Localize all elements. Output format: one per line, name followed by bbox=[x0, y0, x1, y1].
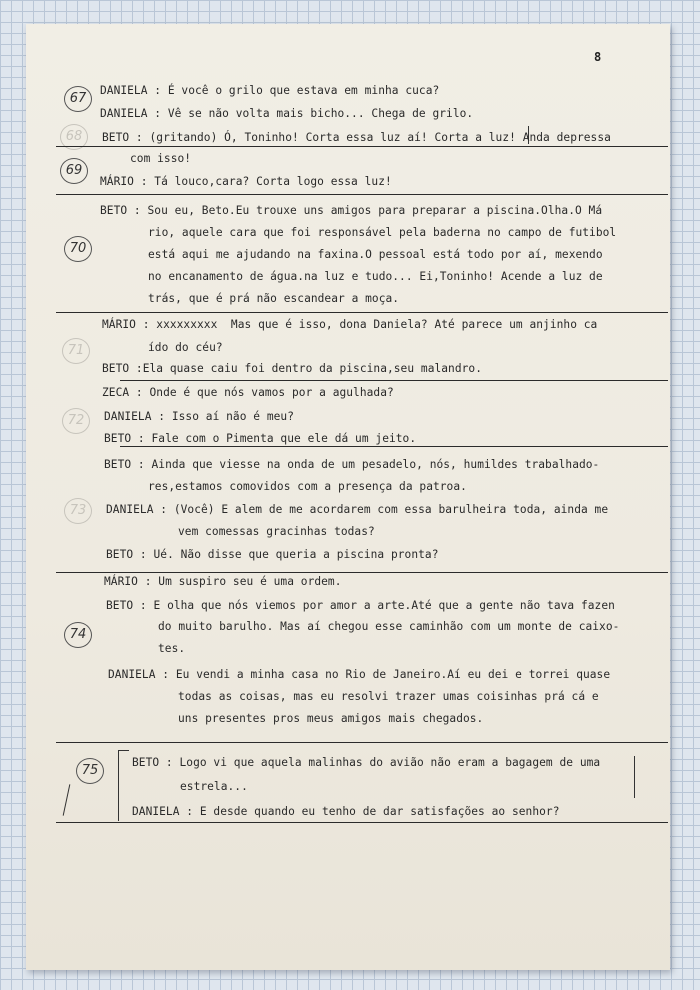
dialogue-line: tes. bbox=[158, 642, 186, 655]
page-number: 8 bbox=[594, 50, 602, 64]
typewritten-script-page bbox=[26, 24, 670, 970]
dialogue-line: BETO : (gritando) Ó, Toninho! Corta essa luz aí! Corta a luz! Anda depressa bbox=[102, 131, 611, 144]
dialogue-line: estrela... bbox=[180, 780, 248, 793]
scene-number-mark: 71 bbox=[62, 338, 90, 364]
section-rule bbox=[120, 446, 668, 447]
dialogue-line: DANIELA : Eu vendi a minha casa no Rio de Janeiro.Aí eu dei e torrei quase bbox=[108, 668, 611, 681]
section-rule bbox=[56, 312, 668, 313]
scene-number-mark: 73 bbox=[64, 498, 92, 524]
dialogue-line: DANIELA : Vê se não volta mais bicho... Chega de grilo. bbox=[100, 107, 474, 120]
scene-number-mark: 68 bbox=[60, 124, 88, 150]
scene-number-mark: 67 bbox=[64, 86, 92, 112]
scene-number-mark: 72 bbox=[62, 408, 90, 434]
dialogue-line: DANIELA : (Você) E alem de me acordarem com essa barulheira toda, ainda me bbox=[106, 503, 609, 516]
section-rule bbox=[56, 194, 668, 195]
dialogue-line: BETO : Fale com o Pimenta que ele dá um jeito. bbox=[104, 432, 417, 445]
scene-number-mark: 69 bbox=[60, 158, 88, 184]
dialogue-line: BETO : Ué. Não disse que queria a piscina pronta? bbox=[106, 548, 439, 561]
section-rule bbox=[120, 380, 668, 381]
dialogue-line: MÁRIO : xxxxxxxxx Mas que é isso, dona Daniela? Até parece um anjinho ca bbox=[102, 318, 598, 331]
section-rule bbox=[56, 822, 668, 823]
dialogue-line: com isso! bbox=[130, 152, 192, 165]
dialogue-line: trás, que é prá não escandear a moça. bbox=[148, 292, 400, 305]
dialogue-line: BETO : Ainda que viesse na onda de um pesadelo, nós, humildes trabalhado- bbox=[104, 458, 600, 471]
dialogue-line: ído do céu? bbox=[148, 341, 223, 354]
dialogue-line: BETO :Ela quase caiu foi dentro da piscina,seu malandro. bbox=[102, 362, 482, 375]
dialogue-line: rio, aquele cara que foi responsável pela baderna no campo de futibol bbox=[148, 226, 617, 239]
dialogue-line: DANIELA : E desde quando eu tenho de dar satisfações ao senhor? bbox=[132, 805, 560, 818]
dialogue-line: MÁRIO : Tá louco,cara? Corta logo essa luz! bbox=[100, 175, 392, 188]
section-rule bbox=[56, 742, 668, 743]
dialogue-line: no encanamento de água.na luz e tudo... Ei,Toninho! Acende a luz de bbox=[148, 270, 603, 283]
dialogue-line: ZECA : Onde é que nós vamos por a agulhada? bbox=[102, 386, 394, 399]
scene-number-mark: 74 bbox=[64, 622, 92, 648]
section-rule bbox=[56, 572, 668, 573]
dialogue-line: BETO : Logo vi que aquela malinhas do avião não eram a bagagem de uma bbox=[132, 756, 601, 769]
dialogue-line: BETO : E olha que nós viemos por amor a arte.Até que a gente não tava fazen bbox=[106, 599, 615, 612]
dialogue-line: uns presentes pros meus amigos mais chegados. bbox=[178, 712, 484, 725]
dialogue-line: DANIELA : É você o grilo que estava em minha cuca? bbox=[100, 84, 440, 97]
margin-bracket-mark bbox=[118, 750, 129, 821]
dialogue-line: res,estamos comovidos com a presença da patroa. bbox=[148, 480, 467, 493]
dialogue-line: todas as coisas, mas eu resolvi trazer umas coisinhas prá cá e bbox=[178, 690, 599, 703]
dialogue-line: DANIELA : Isso aí não é meu? bbox=[104, 410, 294, 423]
right-margin-mark bbox=[634, 756, 635, 798]
scene-number-mark: 70 bbox=[64, 236, 92, 262]
dialogue-line: vem comessas gracinhas todas? bbox=[178, 525, 375, 538]
dialogue-line: MÁRIO : Um suspiro seu é uma ordem. bbox=[104, 575, 342, 588]
dialogue-line: BETO : Sou eu, Beto.Eu trouxe uns amigos para preparar a piscina.Olha.O Má bbox=[100, 204, 603, 217]
scene-number-mark: 75 bbox=[76, 758, 104, 784]
dialogue-line: está aqui me ajudando na faxina.O pessoal está todo por aí, mexendo bbox=[148, 248, 603, 261]
section-rule bbox=[56, 146, 668, 147]
dialogue-line: do muito barulho. Mas aí chegou esse caminhão com um monte de caixo- bbox=[158, 620, 620, 633]
